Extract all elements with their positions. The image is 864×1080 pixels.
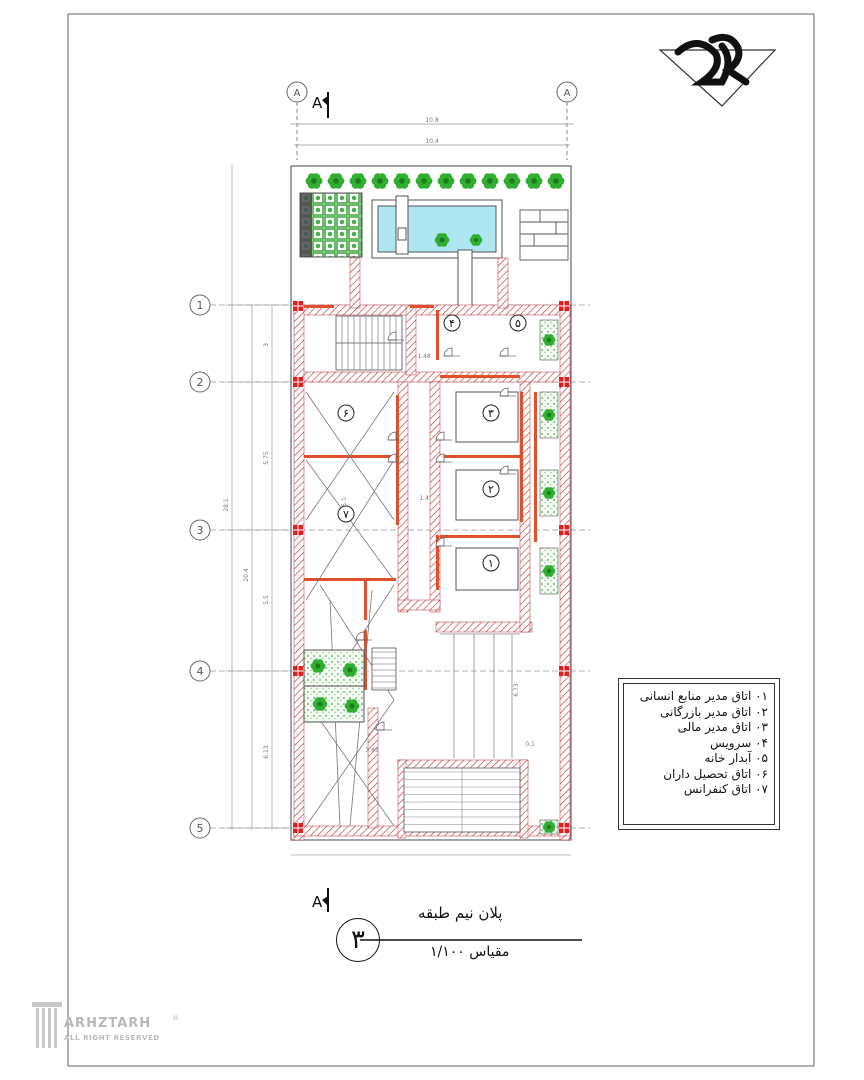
wall [398,600,440,610]
door-swing-icon [444,348,452,356]
paving-edge [300,193,312,257]
room-number: ۴ [449,317,455,330]
plan-title: پلان نیم طبقه [418,904,503,922]
wall [498,258,508,308]
svg-text:A: A [293,88,301,99]
partition [304,305,334,308]
svg-text:20.4: 20.4 [243,568,250,582]
wall [294,372,570,382]
stair-upper [336,316,402,370]
wall [350,258,360,308]
plan-scale: مقیاس ۱/۱۰۰ [430,944,510,960]
watermark-logo-icon [30,1000,66,1050]
sheet-number: ۳ [336,918,380,962]
door-swing-icon [356,632,364,640]
svg-text:1.4: 1.4 [419,495,429,502]
north-arrow-icon [660,37,775,106]
hatched-walls [294,258,570,840]
title-block [320,900,590,970]
svg-text:A: A [312,893,323,911]
svg-text:6.73: 6.73 [513,683,520,697]
wall [520,760,528,838]
legend-item-7: ۰۷ اتاق کنفرانس [683,782,768,796]
svg-text:3.45: 3.45 [365,747,379,754]
grid-row-label: 1 [196,299,204,312]
svg-text:A: A [312,94,323,112]
svg-text:5.75: 5.75 [263,451,270,465]
svg-text:6.13: 6.13 [263,745,270,759]
legend-item-3: ۰۳ اتاق مدیر مالی [677,720,768,734]
room-number: ۵ [515,317,521,330]
door-swing-icon [500,388,508,396]
lower-atrium-lines [440,634,520,758]
grid-row-markers [190,295,210,838]
legend-inner [623,683,775,825]
svg-text:5.1: 5.1 [341,497,348,507]
walkway [458,250,472,306]
watermark-reg: ® [172,1014,179,1022]
door-swing-icon [500,466,508,474]
room-number: ۶ [343,407,349,420]
room-number: ۱ [488,557,494,570]
partition [534,392,537,542]
wall [368,708,378,828]
legend-item-5: ۰۵ آبدار خانه [704,751,768,765]
wall [398,382,408,612]
grid-row-label: 5 [196,822,204,835]
partition [440,375,520,378]
partition [520,392,523,522]
wall [436,622,532,632]
left-dimensions [226,165,290,830]
partition [396,395,399,525]
exterior-steps [520,210,568,260]
room-number: ۲ [488,483,494,496]
partition [436,310,439,360]
grid-row-label: 3 [196,524,204,537]
door-swing-icon [500,348,508,356]
partition [364,580,367,620]
legend-item-4: ۰۴ سرویس [710,735,768,750]
watermark-sub: ALL RIGHT RESERVED [64,1034,160,1042]
door-swing-icon [388,432,396,440]
svg-text:A: A [563,88,571,99]
room-number: ۳ [488,407,494,420]
section-mark-top [312,92,328,118]
svg-text:10.4: 10.4 [425,138,439,145]
stair-lower [372,648,396,690]
watermark-brand: ARHZTARH [64,1016,152,1031]
svg-text:28.1: 28.1 [223,498,230,512]
grid-row-label: 2 [196,376,204,389]
svg-text:1.48: 1.48 [417,353,431,360]
partition [440,455,520,458]
wall [406,305,416,375]
room-number: ۷ [343,508,349,521]
swimming-pool [372,196,502,258]
svg-text:3: 3 [263,343,270,347]
grid-row-label: 4 [196,665,204,678]
legend-item-2: ۰۲ اتاق مدیر بازرگانی [660,704,768,719]
watermark [30,1000,190,1052]
legend-item-1: ۰۱ اتاق مدیر منابع انسانی [639,689,768,703]
legend-item-6: ۰۶ اتاق تحصیل داران [663,766,768,781]
svg-text:0.1: 0.1 [525,741,535,748]
svg-text:10.8: 10.8 [425,117,439,124]
legend-box [618,678,780,830]
right-planters [540,320,558,834]
partition [440,535,520,538]
svg-text:5.5: 5.5 [263,595,270,605]
partition [410,305,434,308]
